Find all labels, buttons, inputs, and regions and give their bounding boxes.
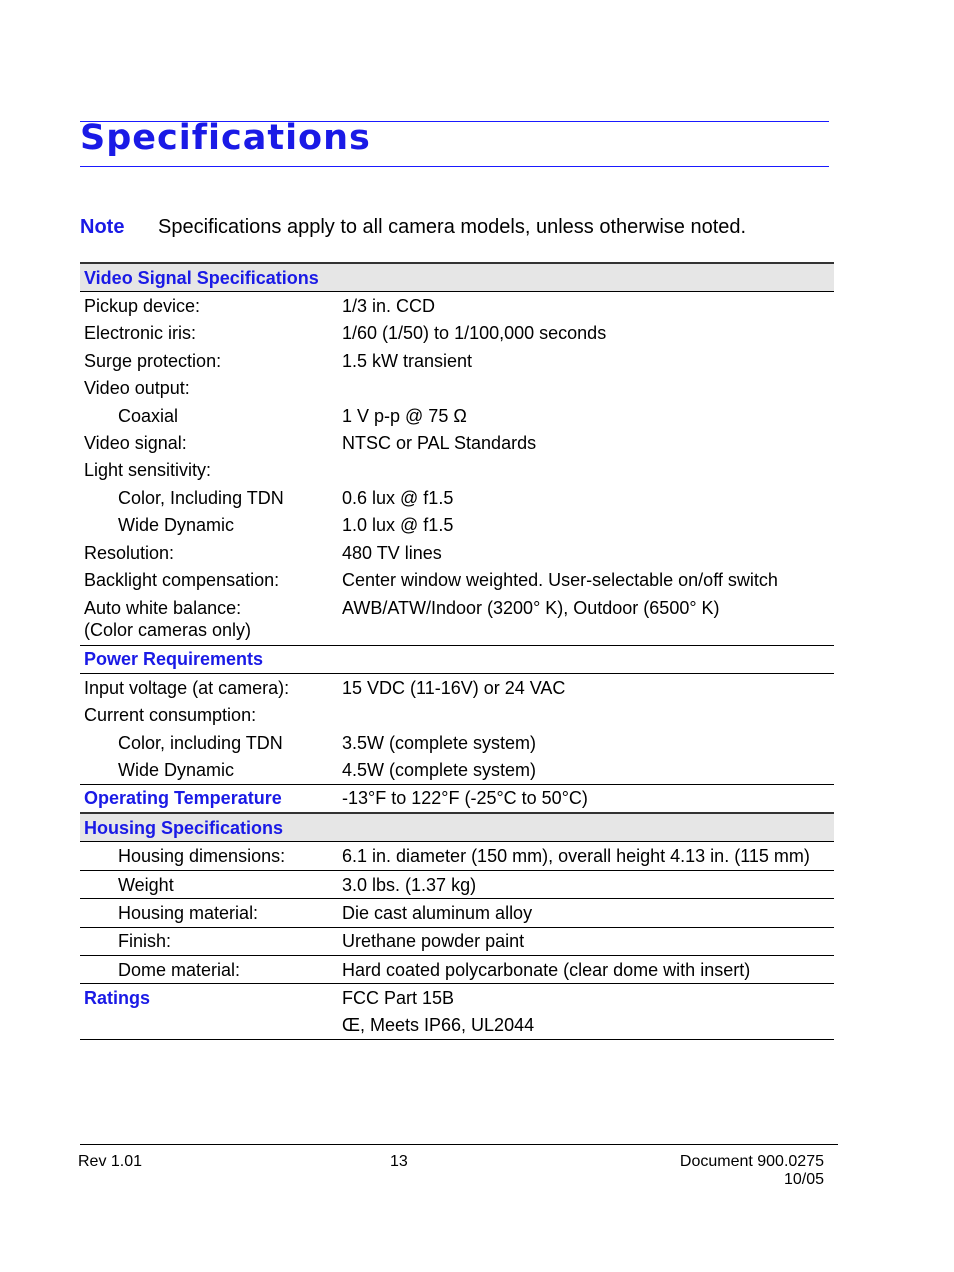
footer-page-number: 13 [390, 1153, 408, 1170]
footer-document [680, 1153, 824, 1189]
specifications-table [80, 262, 834, 1040]
spec-value: 4.5W (complete system) [342, 759, 537, 780]
footer-revision: Rev 1.01 [78, 1153, 143, 1170]
table-row [80, 512, 834, 539]
table-row [80, 484, 834, 511]
section-title: Housing Specifications [80, 813, 834, 842]
spec-value: 1.0 lux @ f1.5 [342, 515, 454, 536]
table-row [80, 899, 834, 927]
spec-label: Video output: [84, 378, 190, 399]
spec-value: 480 TV lines [342, 542, 442, 563]
spec-value: 6.1 in. diameter (150 mm), overall height 4.13 in. (115 mm) [339, 842, 834, 870]
footer-rule [80, 1144, 838, 1145]
spec-value: 3.5W (complete system) [342, 732, 537, 753]
table-row [80, 842, 834, 870]
spec-label: Resolution: [84, 542, 175, 563]
table-row [80, 566, 834, 593]
table-row [80, 701, 834, 728]
table-row [80, 674, 834, 702]
spec-label: Weight [80, 870, 339, 898]
note-text: Specifications apply to all camera models, unless otherwise noted. [158, 216, 747, 238]
spec-value: 15 VDC (11-16V) or 24 VAC [342, 677, 566, 698]
spec-label: Current consumption: [84, 705, 257, 726]
page-title: Specifications [80, 118, 371, 158]
spec-value: 1 V p-p @ 75 Ω [342, 405, 467, 426]
table-row [80, 402, 834, 429]
table-row [80, 594, 834, 646]
table-row [80, 347, 834, 374]
table-row [80, 870, 834, 898]
table-row [80, 729, 834, 756]
spec-label: Dome material: [80, 955, 339, 983]
spec-label: Light sensitivity: [84, 460, 212, 481]
housing-section-header [80, 813, 834, 842]
spec-value: Urethane powder paint [339, 927, 834, 955]
spec-value: 0.6 lux @ f1.5 [342, 487, 454, 508]
note [80, 216, 746, 239]
title-rule-bottom [80, 166, 829, 167]
spec-label: Wide Dynamic [118, 759, 235, 780]
spec-label: Finish: [80, 927, 339, 955]
spec-label: Pickup device: [84, 296, 201, 317]
spec-label: Input voltage (at camera): [84, 677, 290, 698]
table-row [80, 457, 834, 484]
spec-value: NTSC or PAL Standards [342, 433, 537, 454]
video-section-header [80, 263, 834, 292]
spec-label: Electronic iris: [84, 323, 197, 344]
table-row [80, 375, 834, 402]
spec-label: Color, Including TDN [118, 487, 284, 508]
spec-label: Housing material: [80, 899, 339, 927]
spec-label [80, 594, 339, 646]
spec-value: Œ, Meets IP66, UL2044 [339, 1012, 834, 1040]
table-row [80, 955, 834, 983]
spec-value: 1/3 in. CCD [342, 296, 436, 317]
footer-document-number: Document 900.0275 [679, 1153, 824, 1170]
spec-label: Wide Dynamic [118, 515, 235, 536]
spec-value: FCC Part 15B [342, 988, 455, 1009]
power-section-header [80, 645, 834, 673]
spec-label: Coaxial [118, 405, 179, 426]
section-title: Ratings [84, 988, 151, 1009]
spec-label-line: (Color cameras only) [84, 619, 252, 640]
spec-value: 1/60 (1/50) to 1/100,000 seconds [342, 323, 607, 344]
spec-value: 3.0 lbs. (1.37 kg) [339, 870, 834, 898]
footer-date: 10/05 [783, 1171, 824, 1188]
table-row [80, 429, 834, 456]
note-label: Note [80, 216, 125, 238]
spec-label-line: Auto white balance: [84, 597, 242, 618]
temperature-row [80, 784, 834, 813]
spec-label: Video signal: [84, 433, 187, 454]
table-row [80, 539, 834, 566]
table-row [80, 1012, 834, 1040]
ratings-row [80, 984, 834, 1012]
table-row [80, 292, 834, 320]
spec-label: Backlight compensation: [84, 569, 280, 590]
spec-value: Die cast aluminum alloy [339, 899, 834, 927]
section-title: Operating Temperature [80, 784, 339, 813]
spec-label: Surge protection: [84, 350, 222, 371]
spec-value: -13°F to 122°F (-25°C to 50°C) [339, 784, 834, 813]
spec-value: Hard coated polycarbonate (clear dome with insert) [339, 955, 834, 983]
table-row [80, 320, 834, 347]
section-title: Video Signal Specifications [80, 263, 834, 292]
spec-value: Center window weighted. User-selectable on/off switch [342, 569, 778, 590]
table-row [80, 756, 834, 784]
spec-value: 1.5 kW transient [342, 350, 473, 371]
spec-label: Housing dimensions: [80, 842, 339, 870]
spec-value: AWB/ATW/Indoor (3200° K), Outdoor (6500° K) [342, 597, 720, 618]
spec-label: Color, including TDN [118, 732, 283, 753]
table-row [80, 927, 834, 955]
section-title: Power Requirements [80, 645, 834, 673]
